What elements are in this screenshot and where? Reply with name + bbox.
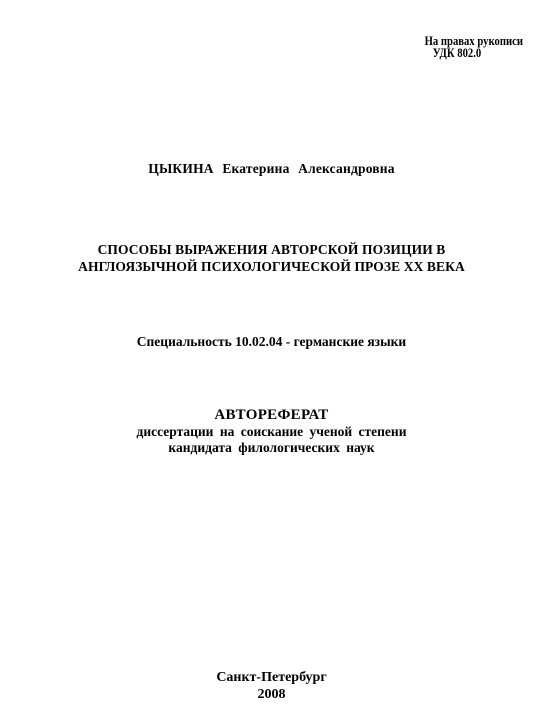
title-line-1: СПОСОБЫ ВЫРАЖЕНИЯ АВТОРСКОЙ ПОЗИЦИИ В [97,242,446,257]
dissertation-title [0,241,543,275]
specialty-line: Специальность 10.02.04 - германские языки [136,334,407,349]
udk-code: УДК 802.0 [432,45,482,60]
rights-notice-block [425,35,523,59]
abstract-block [0,406,543,456]
author-name: ЦЫКИНА Екатерина Александровна [148,161,395,176]
rights-notice: На правах рукописи [424,33,523,48]
place-and-year [0,669,543,703]
publication-year: 2008 [257,687,286,702]
city-name: Санкт-Петербург [216,670,327,685]
abstract-heading: АВТОРЕФЕРАТ [214,407,329,423]
abstract-line-1: диссертации на соискание ученой степени [136,424,407,439]
abstract-line-2: кандидата филологических наук [168,440,375,455]
title-line-2: АНГЛОЯЗЫЧНОЙ ПСИХОЛОГИЧЕСКОЙ ПРОЗЕ XX ВЕКА [78,259,465,274]
